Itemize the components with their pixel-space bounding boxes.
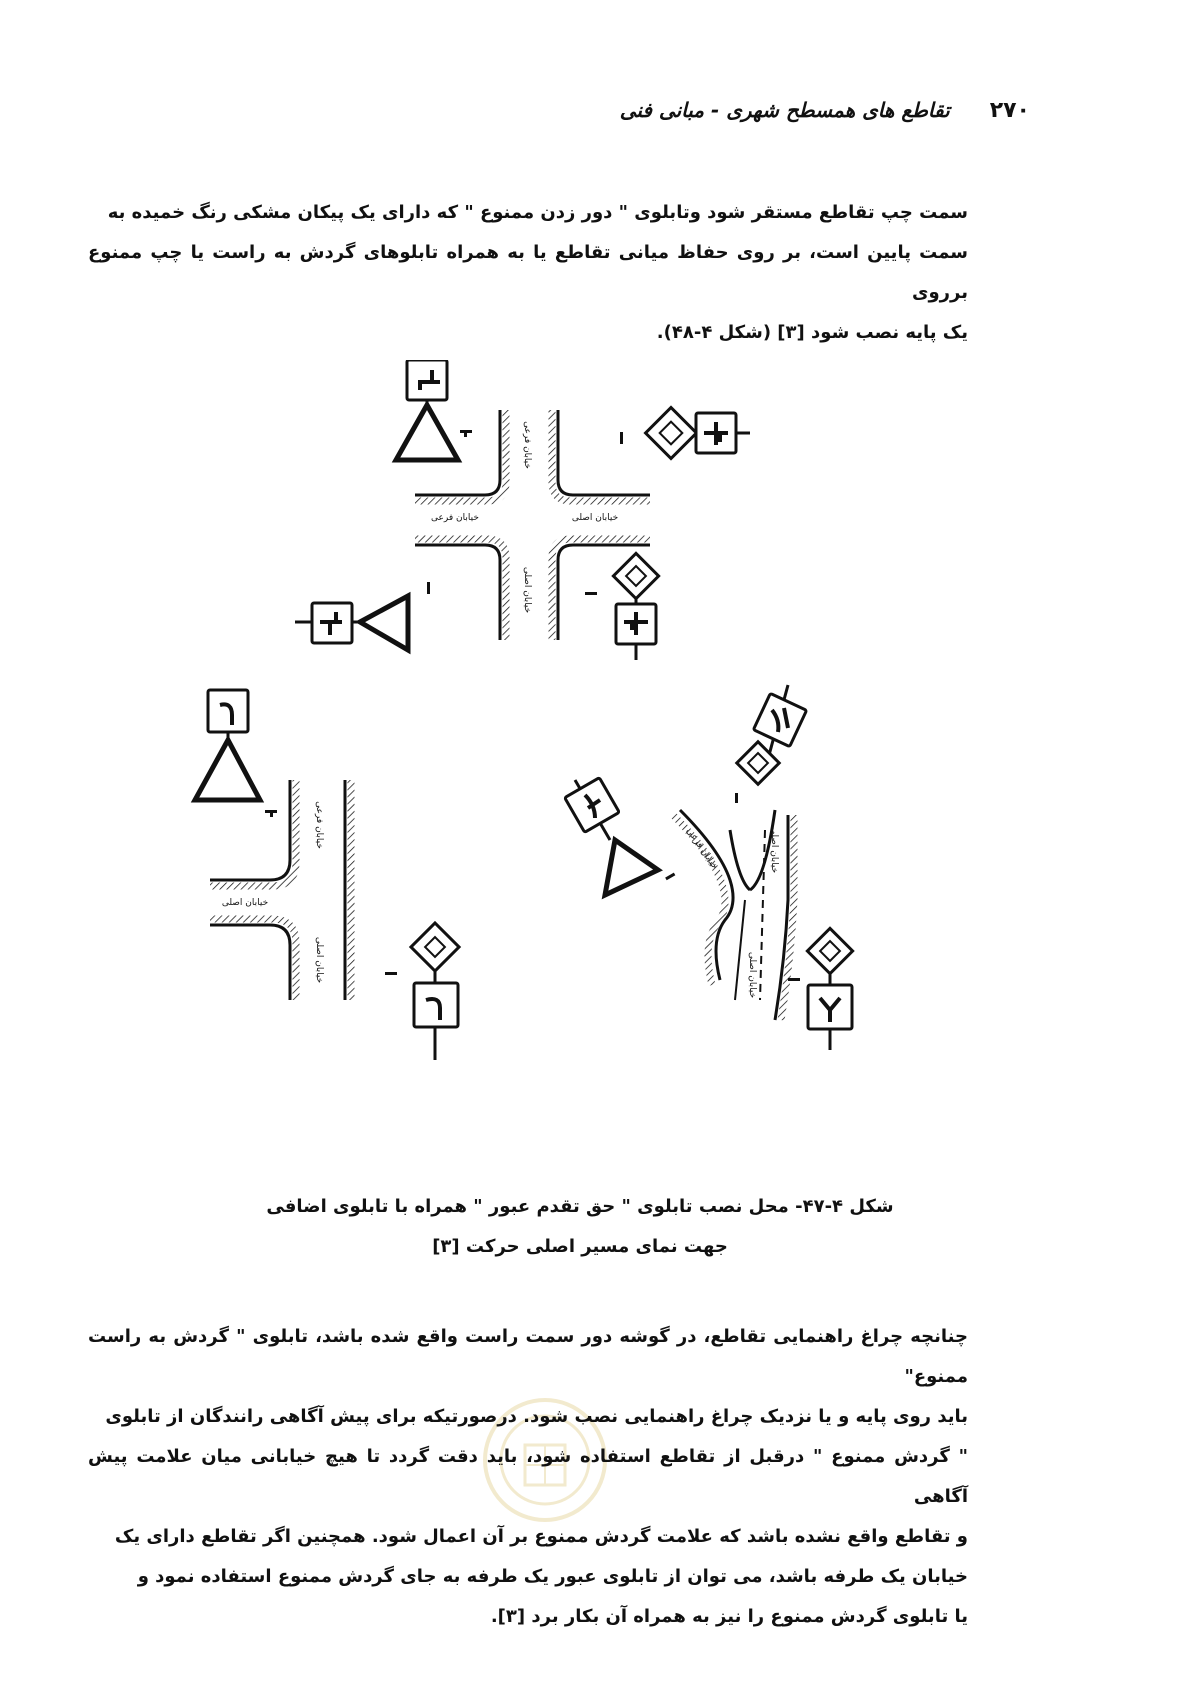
street-label: خیابان فرعی [683,826,720,872]
t-intersection [195,690,459,1060]
text-line: یا تابلوی گردش ممنوع را نیز به همراه آن بکار برد [۳]. [490,1606,968,1627]
text-line: باید روی پایه و یا نزدیک چراغ راهنمایی نصب شود. درصورتیکه برای پیش آگاهی رانندگان از تابلوی [105,1406,968,1427]
text-line: و تقاطع واقع نشده باشد که علامت گردش ممنوع بر آن اعمال شود. همچنین اگر تقاطع دارای یک [114,1526,968,1547]
street-label: خیابان فرعی [314,801,324,849]
text-line: خیابان یک طرفه باشد، می توان از تابلوی عبور یک طرفه به جای گردش ممنوع استفاده نمود و [137,1566,968,1587]
priority-sign-assembly [613,553,658,660]
yield-sign-assembly [295,596,408,650]
stop-line-marker [385,972,397,975]
y-junction [565,685,853,1050]
yield-sign-assembly [565,778,658,895]
street-label: خیابان فرعی [431,513,479,523]
street-label: خیابان اصلی [314,936,324,984]
yield-sign-assembly [195,690,260,800]
street-label: خیابان اصلی [522,566,532,614]
priority-sign-assembly [646,408,750,459]
page-number: ۲۷۰ [989,97,1030,123]
stop-line-marker [585,592,597,595]
page-header [560,90,1030,130]
street-label: خیابان اصلی [221,898,269,908]
text-line: " گردش ممنوع " درقبل از تقاطع استفاده شود، باید دقت گردد تا هیچ خیابانی میان علامت پیش آگاهی [88,1446,968,1507]
text-line: سمت پایین است، بر روی حفاظ میانی تقاطع یا به همراه تابلوهای گردش به راست یا چپ ممنوع برروی [88,242,968,303]
street-label: خیابان اصلی [747,951,757,999]
street-label: خیابان فرعی [522,421,532,469]
stop-line-marker [788,978,800,981]
priority-sign-assembly [411,923,459,1060]
priority-sign-assembly [807,928,852,1050]
caption-line: شکل ۴-۴۷- محل نصب تابلوی " حق تقدم عبور " همراه با تابلوی اضافی [266,1196,894,1217]
street-label: خیابان اصلی [571,513,619,523]
text-line: سمت چپ تقاطع مستقر شود وتابلوی " دور زدن ممنوع " که دارای یک پیکان مشکی رنگ خمیده به [107,202,968,223]
stop-line-marker [427,582,430,594]
figure-caption [190,1187,970,1267]
yield-sign-assembly [396,360,458,460]
paragraph-top [88,193,968,353]
paragraph-bottom [88,1317,968,1637]
intersection-sign-figure [190,360,970,1150]
running-title: تقاطع های همسطح شهری - مبانی فنی [619,98,950,122]
stop-line-marker [464,430,467,437]
stop-line-marker [620,432,623,444]
stop-line-marker [270,810,273,817]
street-label: خیابان اصلی [769,826,779,874]
stop-line-marker [665,873,675,881]
stop-line-marker [735,793,738,803]
priority-sign-assembly [737,685,807,784]
four-way-intersection [295,360,750,660]
text-line: یک پایه نصب شود [۳] (شکل ۴-۴۸). [656,322,968,343]
text-line: چنانچه چراغ راهنمایی تقاطع، در گوشه دور سمت راست واقع شده باشد، تابلوی " گردش به راست ممنوع" [88,1326,968,1387]
caption-line: جهت نمای مسیر اصلی حرکت [۳] [432,1236,728,1257]
